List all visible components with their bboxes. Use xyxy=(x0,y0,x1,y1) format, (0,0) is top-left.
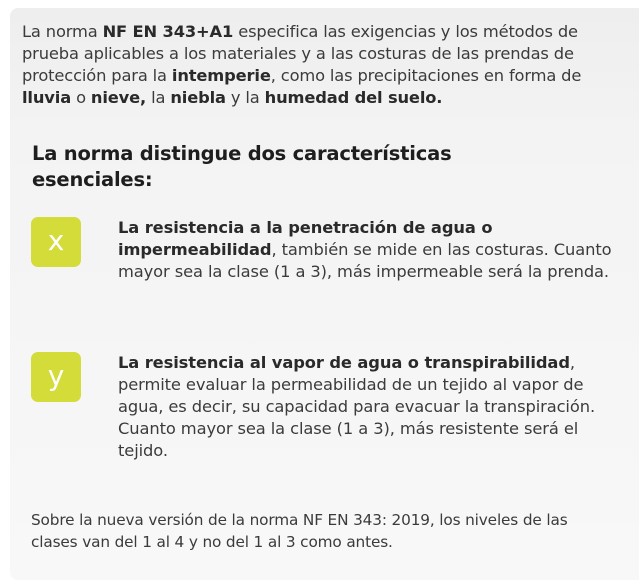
badge-x: x xyxy=(31,217,81,267)
intro-text: La norma xyxy=(22,22,103,41)
section-heading: La norma distingue dos características esenciales: xyxy=(32,142,452,191)
info-card xyxy=(10,8,639,580)
characteristic-text xyxy=(118,217,614,283)
intro-text: , como las precipitaciones en forma de xyxy=(270,66,582,85)
characteristic-title: La resistencia a la penetración de agua o impermeabilidad xyxy=(118,218,493,259)
intro-text: especifica las exigencias y los métodos de prueba aplicables a los materiales y a las costuras de las prendas de protección para la xyxy=(22,22,578,85)
intro-highlight: lluvia xyxy=(22,88,72,107)
intro-paragraph xyxy=(22,21,634,109)
intro-highlight: niebla xyxy=(170,88,226,107)
characteristic-title: La resistencia al vapor de agua o transpirabilidad xyxy=(118,353,570,372)
version-note: Sobre la nueva versión de la norma NF EN 343: 2019, los niveles de las clases van del 1 al 4 y no del 1 al 3 como antes. xyxy=(31,511,568,551)
intro-text: o xyxy=(71,88,91,107)
intro-highlight: intemperie xyxy=(171,66,271,85)
intro-highlight: NF EN 343+A1 xyxy=(102,22,234,41)
intro-highlight: humedad del suelo. xyxy=(264,88,443,107)
characteristic-description: , también se mide en las costuras. Cuanto mayor sea la clase (1 a 3), más impermeable será la prenda. xyxy=(118,240,612,281)
intro-text: la xyxy=(146,88,171,107)
intro-text: y la xyxy=(225,88,265,107)
characteristic-text xyxy=(118,352,614,462)
characteristic-description: , permite evaluar la permeabilidad de un tejido al vapor de agua, es decir, su capacidad para evacuar la transpiración. Cuanto mayor sea la clase (1 a 3), más resistente será el tejido. xyxy=(118,353,596,460)
intro-highlight: nieve, xyxy=(90,88,147,107)
badge-y: y xyxy=(31,352,81,402)
